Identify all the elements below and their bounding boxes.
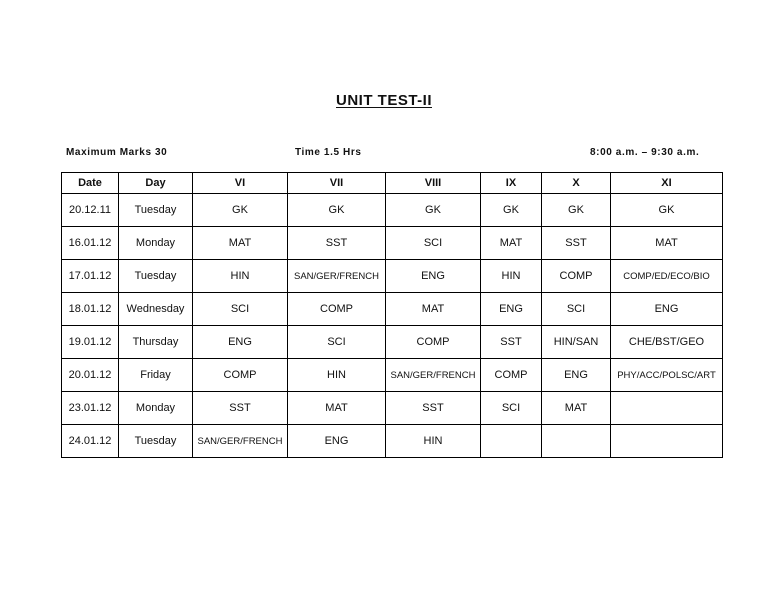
- date-cell: 24.01.12: [62, 425, 119, 458]
- subject-cell: GK: [386, 194, 481, 227]
- subject-cell: COMP/ED/ECO/BIO: [611, 260, 723, 293]
- subject-cell: SAN/GER/FRENCH: [386, 359, 481, 392]
- table-header-row: [62, 173, 723, 194]
- title-text: UNIT TEST-II: [336, 92, 432, 109]
- column-header: VIII: [386, 173, 481, 194]
- date-cell: 18.01.12: [62, 293, 119, 326]
- subject-cell: ENG: [288, 425, 386, 458]
- subject-cell: GK: [288, 194, 386, 227]
- subject-cell: ENG: [611, 293, 723, 326]
- subject-cell: HIN/SAN: [542, 326, 611, 359]
- subject-cell: ENG: [193, 326, 288, 359]
- date-cell: 17.01.12: [62, 260, 119, 293]
- subject-cell: PHY/ACC/POLSC/ART: [611, 359, 723, 392]
- subject-cell: COMP: [542, 260, 611, 293]
- subject-cell: HIN: [288, 359, 386, 392]
- subject-cell: MAT: [481, 227, 542, 260]
- subject-cell: SST: [542, 227, 611, 260]
- subject-cell: SAN/GER/FRENCH: [193, 425, 288, 458]
- subject-cell: COMP: [193, 359, 288, 392]
- table-row: [62, 293, 723, 326]
- subject-cell: MAT: [386, 293, 481, 326]
- subject-cell: ENG: [386, 260, 481, 293]
- maximum-marks: Maximum Marks 30: [66, 147, 168, 158]
- date-cell: 19.01.12: [62, 326, 119, 359]
- column-header: XI: [611, 173, 723, 194]
- day-cell: Friday: [119, 359, 193, 392]
- table-row: [62, 194, 723, 227]
- subject-cell: SCI: [542, 293, 611, 326]
- subject-cell: COMP: [481, 359, 542, 392]
- day-cell: Tuesday: [119, 260, 193, 293]
- subject-cell: SST: [288, 227, 386, 260]
- column-header: X: [542, 173, 611, 194]
- subject-cell: MAT: [193, 227, 288, 260]
- column-header: VII: [288, 173, 386, 194]
- column-header: Day: [119, 173, 193, 194]
- subject-cell: SST: [386, 392, 481, 425]
- subject-cell: COMP: [386, 326, 481, 359]
- subject-cell: MAT: [288, 392, 386, 425]
- table-row: [62, 359, 723, 392]
- exam-duration: Time 1.5 Hrs: [295, 147, 362, 158]
- subject-cell: GK: [481, 194, 542, 227]
- exam-timing: 8:00 a.m. – 9:30 a.m.: [590, 147, 700, 158]
- subject-cell: MAT: [611, 227, 723, 260]
- subject-cell: [611, 392, 723, 425]
- subject-cell: HIN: [193, 260, 288, 293]
- subject-cell: GK: [542, 194, 611, 227]
- subject-cell: HIN: [481, 260, 542, 293]
- subject-cell: [611, 425, 723, 458]
- subject-cell: CHE/BST/GEO: [611, 326, 723, 359]
- subject-cell: HIN: [386, 425, 481, 458]
- column-header: VI: [193, 173, 288, 194]
- subject-cell: SCI: [386, 227, 481, 260]
- subject-cell: SCI: [481, 392, 542, 425]
- subject-cell: [481, 425, 542, 458]
- subject-cell: SCI: [193, 293, 288, 326]
- table-row: [62, 392, 723, 425]
- day-cell: Thursday: [119, 326, 193, 359]
- day-cell: Tuesday: [119, 194, 193, 227]
- subject-cell: SAN/GER/FRENCH: [288, 260, 386, 293]
- column-header: Date: [62, 173, 119, 194]
- table-row: [62, 326, 723, 359]
- subject-cell: ENG: [481, 293, 542, 326]
- day-cell: Monday: [119, 392, 193, 425]
- exam-schedule-table: [61, 172, 723, 458]
- subject-cell: COMP: [288, 293, 386, 326]
- column-header: IX: [481, 173, 542, 194]
- table-row: [62, 425, 723, 458]
- subject-cell: SST: [193, 392, 288, 425]
- date-cell: 20.01.12: [62, 359, 119, 392]
- subject-cell: MAT: [542, 392, 611, 425]
- subject-cell: SST: [481, 326, 542, 359]
- table-row: [62, 227, 723, 260]
- table-row: [62, 260, 723, 293]
- date-cell: 16.01.12: [62, 227, 119, 260]
- date-cell: 23.01.12: [62, 392, 119, 425]
- day-cell: Wednesday: [119, 293, 193, 326]
- date-cell: 20.12.11: [62, 194, 119, 227]
- day-cell: Tuesday: [119, 425, 193, 458]
- subject-cell: [542, 425, 611, 458]
- subject-cell: GK: [193, 194, 288, 227]
- day-cell: Monday: [119, 227, 193, 260]
- subject-cell: SCI: [288, 326, 386, 359]
- subject-cell: ENG: [542, 359, 611, 392]
- page-title: [0, 92, 768, 109]
- subject-cell: GK: [611, 194, 723, 227]
